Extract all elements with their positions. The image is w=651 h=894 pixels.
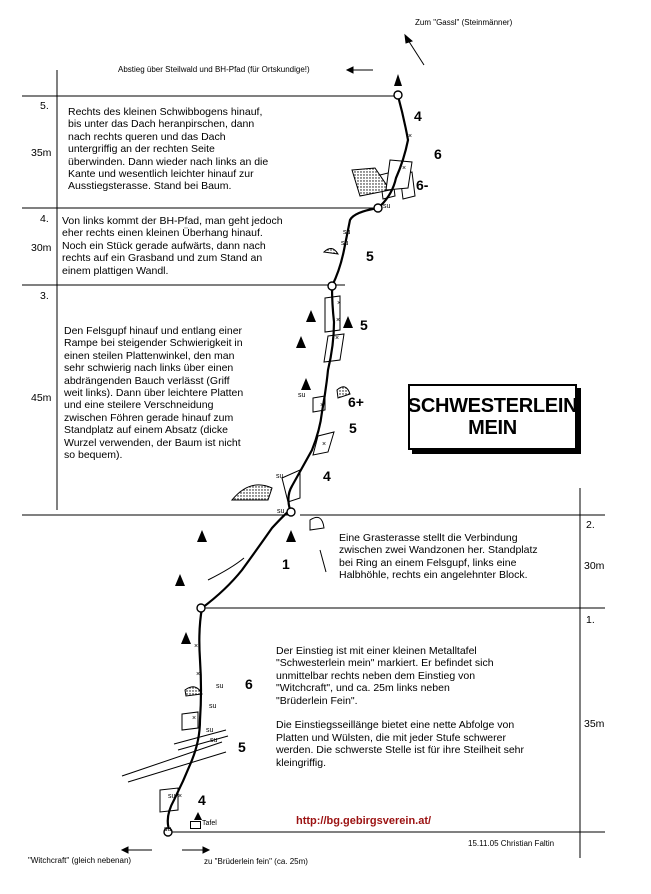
svg-text:×: ×: [335, 335, 340, 342]
sling-label: su: [276, 473, 284, 480]
grade-label: 5: [366, 248, 374, 264]
sling-label: su: [209, 703, 217, 710]
sling-label: su: [341, 240, 349, 247]
svg-text:×: ×: [337, 300, 342, 307]
route-title-line-2: MEIN: [468, 417, 517, 439]
sling-label: su: [343, 229, 351, 236]
route-title-box: [408, 384, 577, 450]
pitch-1-number: 1.: [586, 614, 595, 626]
pitch-4-length: 30m: [31, 242, 52, 254]
pitch-5-description: Rechts des kleinen Schwibbogens hinauf, bis unter das Dach heranpirschen, dann nach rechts queren und das Dach untergriffig an der rechten Seite überwinden. Dann wieder nach links an die Kante und wesentlich leichter hinauf zur Ausstiegsterasse. Stand bei Baum.: [68, 106, 269, 193]
svg-text:×: ×: [196, 671, 201, 678]
svg-text:×: ×: [320, 402, 325, 409]
author-credit: 15.11.05 Christian Faltin: [468, 839, 555, 848]
grade-label: 6-: [416, 177, 429, 193]
grade-label: 4: [323, 468, 331, 484]
pitch-5-number: 5.: [40, 100, 49, 112]
svg-text:×: ×: [194, 643, 199, 650]
grade-label: 1: [282, 556, 290, 572]
grade-label: 6: [434, 146, 442, 162]
sling-label: su: [298, 392, 306, 399]
svg-text:×: ×: [336, 317, 341, 324]
grade-label: 4: [414, 108, 422, 124]
sling-label: su: [206, 727, 214, 734]
sling-label: su: [216, 683, 224, 690]
descent-note: Abstieg über Steilwald und BH-Pfad (für Ortskundige!): [118, 65, 310, 74]
plaque-icon: [190, 821, 201, 829]
pitch-2-length: 30m: [584, 560, 605, 572]
grade-label: 5: [349, 420, 357, 436]
grade-label: 5: [238, 739, 246, 755]
pitch-4-description: Von links kommt der BH-Pfad, man geht jedoch eher rechts einen kleinen Überhang hinauf. Noch ein Stück gerade aufwärts, dann nach rechts auf ein Grasband und zum Stand an einem plattigen Wandl.: [62, 215, 283, 277]
pitch-2-description: Eine Grasterasse stellt die Verbindung zwischen zwei Wandzonen her. Standplatz bei Ring an einem Felsgupf, links eine Halbhöhle, rechts ein angelehnter Block.: [339, 532, 538, 582]
pitch-3-description: Den Felsgupf hinauf und entlang einer Rampe bei steigender Schwierigkeit in einen steilen Plattenwinkel, den man sehr schwierig nach links über einen abdrängenden Bauch verlässt (Griff weit links). Dann über leichtere Platten und eine steilere Verschneidung zwischen Föhren gerade hinauf zum Standplatz auf einem Absatz (dicke Wurzel verwenden, der Baum ist nicht so bequem).: [64, 325, 244, 462]
svg-text:×: ×: [402, 165, 407, 172]
sling-label: su: [164, 826, 172, 833]
sling-label: su: [210, 737, 218, 744]
pitch-2-number: 2.: [586, 519, 595, 531]
svg-text:×: ×: [408, 133, 413, 140]
plaque-label: Tafel: [202, 820, 217, 827]
pitch-3-length: 45m: [31, 392, 52, 404]
sling-label: su: [383, 203, 391, 210]
grade-label: 6: [245, 676, 253, 692]
pitch-1-length: 35m: [584, 718, 605, 730]
sling-label: su: [168, 793, 176, 800]
svg-text:×: ×: [178, 793, 183, 800]
pitch-5-length: 35m: [31, 147, 52, 159]
witchcraft-note: "Witchcraft" (gleich nebenan): [28, 856, 132, 865]
route-title-line-1: SCHWESTERLEIN: [407, 395, 578, 417]
grade-label: 5: [360, 317, 368, 333]
grade-label: 6+: [348, 394, 364, 410]
bruederlein-note: zu "Brüderlein fein" (ca. 25m): [204, 857, 308, 866]
svg-text:×: ×: [322, 441, 327, 448]
pitch-3-number: 3.: [40, 290, 49, 302]
pitch-1-description: Der Einstieg ist mit einer kleinen Metalltafel "Schwesterlein mein" markiert. Er befindet sich unmittelbar rechts neben dem Einstieg von "Witchcraft", und ca. 25m links neben "Brüderlein Fein". Die Einstiegsseillänge bietet eine nette Abfolge von Platten und Wülsten, die mit jeder Stufe schwerer werden. Die schwerste Stelle ist für ihre Steilheit sehr kleingriffig.: [276, 645, 525, 769]
gassl-note: Zum "Gassl" (Steinmänner): [415, 18, 513, 27]
grade-label: 4: [198, 792, 206, 808]
sling-label: su: [277, 508, 285, 515]
website-url[interactable]: http://bg.gebirgsverein.at/: [296, 815, 432, 827]
pitch-4-number: 4.: [40, 213, 49, 225]
svg-text:×: ×: [192, 715, 197, 722]
